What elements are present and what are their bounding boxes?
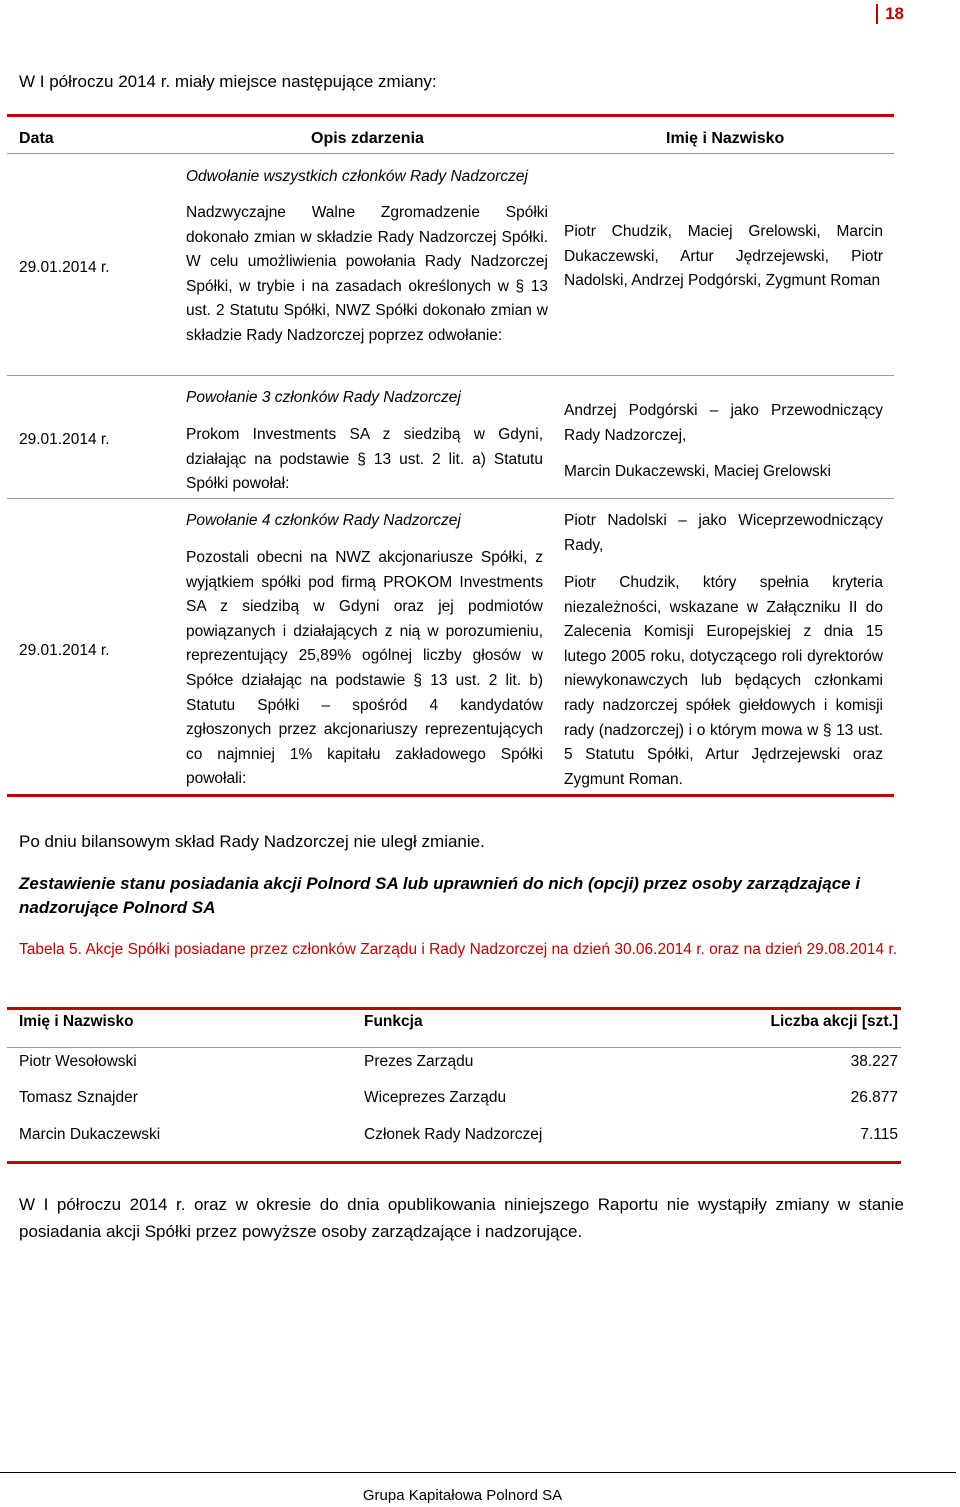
footer-text: Grupa Kapitałowa Polnord SA — [362, 1487, 563, 1504]
row3-names: Piotr Nadolski – jako Wiceprzewodniczący Rady, — [564, 512, 883, 554]
shares-row1-name: Piotr Wesołowski — [19, 1053, 137, 1070]
header-names: Imię i Nazwisko — [666, 130, 785, 147]
table-bottom-rule — [7, 794, 894, 797]
shares-row3-count: 7.115 — [860, 1126, 898, 1143]
header-rule — [7, 153, 894, 154]
intro-text: W I półroczu 2014 r. miały miejsce następujące zmiany: — [19, 72, 437, 91]
shares-header-count: Liczba akcji [szt.] — [770, 1013, 898, 1030]
shares-row2-role: Wiceprezes Zarządu — [364, 1089, 507, 1106]
row3-names-extra: Piotr Chudzik, który spełnia kryteria niezależności, wskazane w Załączniku II do Zalecenia Komisji Europejskiej z dnia 15 lutego 2005 roku, dotyczącego roli dyrektorów niewykonawczych lub będących członkami rady nadzorczej spółek giełdowych i komisji rady (nadzorczej) i o którym mowa w § 13 ust. 5 Statutu Spółki, Artur Jędrzejewski oraz Zygmunt Roman. — [564, 574, 883, 788]
row2-description: Prokom Investments SA z siedzibą w Gdyni, działając na podstawie § 13 ust. 2 lit. a) Statutu Spółki powołał: — [186, 426, 543, 493]
page-number: 18 — [876, 4, 904, 24]
row2-rule — [7, 498, 894, 499]
table-top-rule — [7, 114, 894, 117]
footer-rule — [0, 1472, 956, 1473]
row2-subtitle: Powołanie 3 członków Rady Nadzorczej — [186, 389, 461, 406]
section-heading: Zestawienie stanu posiadania akcji Polnord SA lub uprawnień do nich (opcji) przez osoby zarządzające i nadzorujące Polnord SA — [19, 874, 861, 917]
shares-row3-role: Członek Rady Nadzorczej — [364, 1126, 543, 1143]
row2-names: Andrzej Podgórski – jako Przewodniczący Rady Nadzorczej, — [564, 402, 883, 444]
header-description: Opis zdarzenia — [311, 130, 424, 147]
shares-top-rule — [7, 1007, 901, 1010]
row1-description: Nadzwyczajne Walne Zgromadzenie Spółki dokonało zmian w składzie Rady Nadzorczej Spółki. W celu umożliwienia powołania Rady Nadzorczej Spółki, w trybie i na zasadach określonych w § 13 ust. 2 Statutu Spółki, NWZ Spółki dokonało zmian w składzie Rady Nadzorczej poprzez odwołanie: — [186, 204, 548, 344]
closing-text: W I półroczu 2014 r. oraz w okresie do dnia opublikowania niniejszego Raportu nie wystąpiły zmiany w stanie posiadania akcji Spółki przez powyższe osoby zarządzające i nadzorujące. — [19, 1195, 904, 1241]
header-date: Data — [19, 130, 54, 147]
row1-names: Piotr Chudzik, Maciej Grelowski, Marcin Dukaczewski, Artur Jędrzejewski, Piotr Nadolski, Andrzej Podgórski, Zygmunt Roman — [564, 223, 883, 290]
row2-names-extra: Marcin Dukaczewski, Maciej Grelowski — [564, 463, 832, 480]
shares-header-rule — [7, 1047, 901, 1048]
after-balance-text: Po dniu bilansowym skład Rady Nadzorczej nie uległ zmianie. — [19, 832, 485, 851]
row2-date: 29.01.2014 r. — [19, 431, 110, 448]
shares-header-role: Funkcja — [364, 1013, 423, 1030]
shares-bottom-rule — [7, 1161, 901, 1164]
shares-row2-name: Tomasz Sznajder — [19, 1089, 138, 1106]
row1-date: 29.01.2014 r. — [19, 259, 110, 276]
shares-row1-count: 38.227 — [850, 1053, 898, 1070]
row3-date: 29.01.2014 r. — [19, 642, 110, 659]
row1-subtitle: Odwołanie wszystkich członków Rady Nadzorczej — [186, 168, 528, 185]
row3-subtitle: Powołanie 4 członków Rady Nadzorczej — [186, 512, 461, 529]
row1-rule — [7, 375, 894, 376]
table-caption: Tabela 5. Akcje Spółki posiadane przez członków Zarządu i Rady Nadzorczej na dzień 30.06.2014 r. oraz na dzień 29.08.2014 r. — [19, 941, 898, 958]
shares-header-name: Imię i Nazwisko — [19, 1013, 134, 1030]
row3-description: Pozostali obecni na NWZ akcjonariusze Spółki, z wyjątkiem spółki pod firmą PROKOM Investments SA z siedzibą w Gdyni oraz jej podmiotów powiązanych i działających z nią w porozumieniu, reprezentujący 25,89% ogólnej liczby głosów w Spółce działając na podstawie § 13 ust. 2 lit. b) Statutu Spółki – spośród 4 kandydatów zgłoszonych przez akcjonariuszy reprezentujących co najmniej 1% kapitału zakładowego Spółki powołali: — [186, 549, 543, 788]
shares-row2-count: 26.877 — [850, 1089, 898, 1106]
shares-row3-name: Marcin Dukaczewski — [19, 1126, 161, 1143]
shares-row1-role: Prezes Zarządu — [364, 1053, 474, 1070]
